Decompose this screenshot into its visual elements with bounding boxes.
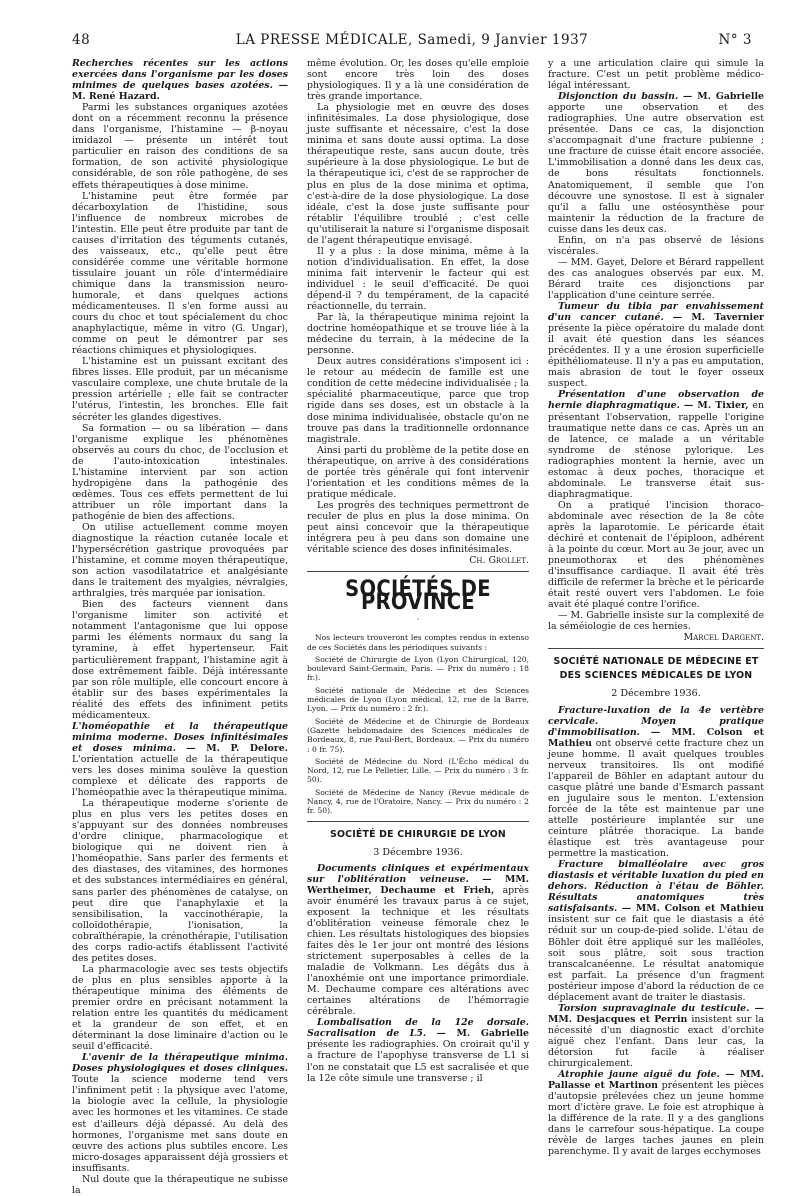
heading-text: après avoir énuméré les travaux parus à ce sujet, exposent la technique et les résultats d'oblitération veineuse fémorale chez le chien. Les résultats histologiques des biopsies faites dès le 1er jour ont montré des lésions strictement superposables à celles de la maladie de Volkmann. Les dégâts dus à l'anoxhémie ont une importance primordiale. M. Dechaume compare ces altérations avec certaines altérations de l'hémorragie cérébrale. [307,884,529,1018]
signature: Ch. Grollet. [469,555,529,567]
paragraph: — M. Gabrielle insiste sur la complexité de la séméiologie de ces hernies. [548,610,764,633]
journal-title: LA PRESSE MÉDICALE, Samedi, 9 Janvier 1937 [235,32,589,48]
paragraph: Nul doute que la thérapeutique ne subisse la [72,1173,288,1196]
article-heading [548,859,764,1003]
heading-text: présente les radiographies. On croirait qu'il y a fracture de l'apophyse transverse de L1 si l'on ne constatait que L5 est sacralisée et que la 12e côte simule une transverse ; il [307,1039,529,1084]
article-heading [548,301,764,389]
paragraph: On utilise actuellement comme moyen diagnostique la réaction cutanée locale et l'hypersécrétion gastrique provoquées par l'histamine, et comme moyen thérapeutique, son action vasodilatatrice et analgésiante dans le traitement des myalgies, névralgies, arthralgies, très marquée par ionisation. [72,521,288,600]
heading-author: — MM. Colson et Mathieu [548,726,764,749]
signature: Marcel Dargent. [683,632,764,644]
periodical-item: Société nationale de Médecine et des Sciences médicales de Lyon (Lyon médical, 12, rue de la Barre, Lyon. — Prix du numéro : 2 fr.). [307,685,529,714]
paragraph: Sa formation — ou sa libération — dans l'organisme explique les phénomènes observés au cours du choc, de l'occlusion et de l'auto-intoxication intestinales. L'histamine intervient par son action hydropigène dans la pathogénie des œdèmes. Tous ces effets permettent de lui attribuer un rôle important dans la pathogénie de bien des affections. [72,422,288,522]
section-title: SOCIÉTÉS DE PROVINCE [345,575,491,615]
article-heading [72,721,288,798]
paragraph: On a pratiqué l'incision thoraco-abdominale avec résection de la 8e côte après la laparotomie. Le péricarde était déchiré et contenait de l'épiploon, adhérent à la pointe du cœur. Mort au 3e jour, avec un pneumothorax et des phénomènes d'insuffisance cardiaque. Il avait été très difficile de refermer la brèche et le péricarde était resté ouvert vers l'abdomen. Le foie avait été plaqué contre l'orifice. [548,499,764,611]
heading-author: — M. René Hazard. [72,80,288,103]
heading-text: Toute la science moderne tend vers l'infiniment petit : la physique avec l'atome, la biologie avec la cellule, la physiologie avec les hormones et les vitamines. Ce stade est d'ailleurs déjà dépassé. Au delà des hormones, l'organisme met sans doute en œuvre des actions plus subtiles encore. Les micro-dosages apparaissent déjà grossiers et insuffisants. [72,1074,288,1174]
periodical-item: Société de Chirurgie de Lyon (Lyon Chirurgical, 120, boulevard Saint-Germain, Paris. — Prix du numéro : 18 fr.). [307,654,529,683]
heading-text: apporte une observation et des radiographies. Une autre observation est présentée. Dans ce cas, la disjonction s'accompagnait d'une fracture pubienne ; une fracture de cuisse était encore associée. L'immobilisation a donné dans les deux cas, de bons résultats fonctionnels. Anatomiquement, il semble que l'on découvre une synostose. Il est à signaler qu'il a fallu une ostéosynthèse pour maintenir la réduction de la fracture de cuisse dans les deux cas. [548,102,764,235]
heading-text: en présentant l'observation, rappelle l'origine traumatique nette dans ce cas. Après un an de latence, ce malade a un véritable syndrome de sténose pylorique. Les radiographies montent la hernie, avec un estomac à deux poches, thoracique et abdominale. Le transverse était sus-diaphragmatique. [548,400,764,500]
paragraph: L'histamine peut être formée par décarboxylation de l'histidine, sous l'influence de nombreux microbes de l'intestin. Elle peut être produite par tant de causes d'irritation des téguments cutanés, des vaisseaux, etc., qu'elle peut être considérée comme une véritable hormone tissulaire jouant un rôle d'intermédiaire chimique dans la transmission neuro-humorale, et dans quelques actions médicamenteuses. Il s'en forme aussi au cours du choc et tout spécialement du choc anaphylactique, même in vitro (G. Ungar), comme on peut le démontrer par ses réactions chimiques et physiologiques. [72,190,288,357]
heading-title: L'avenir de la thérapeutique minima. Doses physiologiques et doses cliniques. [72,1052,288,1075]
heading-author: — MM. Colson et Mathieu [621,903,765,915]
heading-text: présente la pièce opératoire du malade dont il avait été question dans les séances précédentes. Il y a une érosion superficielle épithéliomateuse. Il n'y a pas eu amputation, mais abrasion de tout le foyer osseux suspect. [548,323,764,390]
periodical-item: Société de Médecine du Nord (L'Écho médical du Nord, 12, rue Le Pelletier, Lille. — Prix du numéro : 3 fr. 50). [307,756,529,785]
paragraph: Ainsi parti du problème de la petite dose en thérapeutique, on arrive à des considérations de portée très générale qui font intervenir l'orientation et les conditions mêmes de la pratique médicale. [307,444,529,500]
periodical-item: Société de Médecine et de Chirurgie de Bordeaux (Gazette hebdomadaire des Sciences médicales de Bordeaux, 8, rue Paul-Bert, Bordeaux. — Prix du numéro : 0 fr. 75). [307,716,529,754]
session-date: 3 Décembre 1936. [373,846,463,858]
article-heading [307,863,529,1018]
heading-title: Lombalisation de la 12e dorsale. Sacralisation de L5. [307,1017,529,1040]
heading-author: — M. Tavernier [672,312,764,324]
column-middle [307,58,529,1196]
issue-number: N° 3 [718,32,752,48]
heading-text: présentent les pièces d'autopsie prélevées chez un jeune homme mort d'ictère grave. Le foie est atrophique à la différence de la rate. Il y a des ganglions dans le carrefour sous-hépatique. La coupe révèle de larges taches jaunes en plein parenchyme. Il y avait de larges ecchymoses [548,1080,764,1158]
ornament: · [416,615,420,625]
heading-text: ont observé cette fracture chez un jeune homme. Il avait quelques troubles nerveux transitoires. Ils ont modifié l'appareil de Böhler en adaptant autour du casque plâtré une bande d'Esmarch passant en jugulaire sous le menton. L'extension forcée de la tête est maintenue par une attelle postérieure implantée sur une ceinture plâtrée thoracique. La bande élastique est très avantageuse pour permettre la mastication. [548,737,765,860]
paragraph: Parmi les substances organiques azotées dont on a récemment reconnu la présence dans l'organisme, l'histamine — β-noyau imidazol — présente un intérêt tout particulier en raison des conditions de sa formation, de son activité physiologique considérable, de son rôle pathogène, de ses effets thérapeutiques à dose minime. [72,102,288,191]
column-left [72,58,288,1196]
paragraph: Par là, la thérapeutique minima rejoint la doctrine homéopathique et se trouve liée à la médecine du terrain, à la médecine de la personne. [307,312,529,357]
heading-title: Atrophie jaune aiguë du foie. [558,1069,720,1081]
article-heading [548,1003,764,1069]
divider [307,571,529,572]
heading-text: L'orientation actuelle de la thérapeutique vers les doses minima soulève la question complexe et délicate des rapports de l'homéopathie avec la thérapeutique minima. [72,753,288,799]
heading-title: Fracture bimalléolaire avec gros diastasis et véritable luxation du pied en dehors. Réduction à l'étau de Böhler. Résultats anatomiques très satisfaisants. [548,859,764,915]
heading-title: Fracture-luxation de la 4e vertèbre cervicale. Moyen pratique d'immobilisation. [548,704,764,738]
heading-title: Tumeur du tibia par envahissement d'un cancer cutané. [548,301,764,324]
article-heading [548,1069,764,1157]
heading-title: Recherches récentes sur les actions exercées dans l'organisme par les doses minimes de quelques bases azotées. [72,58,288,92]
heading-author: — MM. Desjacques et Perrin [548,1002,764,1025]
paragraph: — MM. Gayet, Delore et Bérard rappellent des cas analogues observés par eux. M. Bérard traite ces disjonctions par l'application d'une ceinture serrée. [548,256,764,301]
paragraph: Deux autres considérations s'imposent ici : le retour au médecin de famille est une condition de cette médecine individualisée ; la spécialité pharmaceutique, parce que trop rigide dans ses doses, est un obstacle à la dose minima individualisée, obstacle qu'on ne trouve pas dans la traditionnelle ordonnance magistrale. [307,356,529,445]
heading-title: Présentation d'une observation de hernie diaphragmatique. [548,389,764,412]
running-header [72,32,752,54]
heading-text: insistent sur la nécessité d'un diagnostic exact d'orchite aiguë chez l'enfant. Dans leur cas, la détorsion fut facile à réaliser chirurgicalement. [548,1013,765,1070]
heading-title: L'homéopathie et la thérapeutique minima moderne. Doses infinitésimales et doses minima. [72,720,288,754]
periodical-item: Société de Médecine de Nancy (Revue médicale de Nancy, 4, rue de l'Oratoire, Nancy. — Prix du numéro : 2 fr. 50). [307,787,529,816]
heading-author: — MM. Wertheimer, Dechaume et Frieh, [307,873,529,896]
page-number: 48 [72,32,91,48]
paragraph: La thérapeutique moderne s'oriente de plus en plus vers les petites doses en s'appuyant sur des données nombreuses d'ordre clinique, pharmacologique et biologique qui ne doivent rien à l'homéopathie. Sans parler des ferments et des diastases, des vitamines, des hormones et des substances intermédiaires en général, sans parler des phénomènes de catalyse, on peut dire que l'anaphylaxie et la sensibilisation, la vaccinothérapie, la colloïdothérapie, l'ionisation, la cobraïthérapie, la crénothérapie, l'utilisation des corps radio-actifs établissent l'activité des petites doses. [72,798,288,964]
paragraph: y a une articulation claire qui simule la fracture. C'est un petit problème médico-légal intéressant. [548,58,764,92]
periodicals-list [307,633,529,815]
paragraph: Les progrès des techniques permettront de reculer de plus en plus la dose minima. On peut ainsi concevoir que la thérapeutique intégrera peu à peu dans son domaine une véritable science des doses infinitésimales. [307,499,529,556]
heading-author: — M. Gabrielle [682,91,765,103]
paragraph: Bien des facteurs viennent dans l'organisme limiter son activité et notamment l'antagonisme que lui oppose parmi les éléments normaux du sang la tyramine, à effet hypertenseur. Fait particulièrement frappant, l'histamine agit à dose extrêmement faible. Déjà intéressante par son rôle multiple, elle concourt encore à établir sur des bases expérimentales la réalité des effets des infiniment petits médicamenteux. [72,599,288,721]
society-title: SOCIÉTÉ NATIONALE DE MÉDECINE ET DES SCIENCES MÉDICALES DE LYON [553,656,759,682]
heading-title: Disjonction du bassin. [558,91,679,103]
heading-author: — MM. Pallasse et Martinon [548,1069,764,1092]
heading-title: Documents cliniques et expérimentaux sur l'oblitération veineuse. [307,862,529,885]
session-date: 2 Décembre 1936. [611,688,701,700]
article-heading [548,91,764,235]
column-right [548,58,764,1196]
article-heading [548,389,764,499]
article-heading [72,1052,288,1174]
society-title: SOCIÉTÉ DE CHIRURGIE DE LYON [330,828,506,840]
divider [307,821,529,822]
heading-author: — M. P. Delore. [186,742,288,754]
heading-author: — M. Tixier, [683,400,749,412]
article-heading [307,1017,529,1083]
divider [548,648,764,649]
paragraph: L'histamine est un puissant excitant des fibres lisses. Elle produit, par un mécanisme vasculaire complexe, une chute brutale de la pression artérielle ; elle fait se contracter l'utérus, l'intestin, les bronches. Elle fait sécréter les glandes digestives. [72,356,288,423]
paragraph: même évolution. Or, les doses qu'elle emploie sont encore très loin des doses physiologiques. Il y a là une considération de très grande importance. [307,58,529,103]
periodicals-intro: Nos lecteurs trouveront les comptes rendus in extenso de ces Sociétés dans les périodiques suivants : [307,633,529,652]
paragraph: La pharmacologie avec ses tests objectifs de plus en plus sensibles apporte à la thérapeutique minima des éléments de premier ordre en précisant notamment la relation entre les quantités du médicament et la grandeur de son effet, et en déterminant la dose liminaire d'action ou le seuil d'efficacité. [72,963,288,1053]
paragraph: La physiologie met en œuvre des doses infinitésimales. La dose physiologique, dose juste suffisante et nécessaire, c'est la dose minima et sans doute aussi optima. La dose thérapeutique reste, sans aucun doute, très supérieure à la dose physiologique. Le but de la thérapeutique ici, c'est de se rapprocher de plus en plus de la dose minima et optima, c'est-à-dire de la dose physiologique. La dose idéale, c'est la dose juste suffisante pour rétablir l'équilibre troublé ; c'est celle qu'utiliserait la nature si l'organisme disposait de l'agent thérapeutique envisagé. [307,102,529,246]
heading-author: — M. Gabrielle [436,1028,530,1040]
heading-title: Torsion supravaginale du testicule. [558,1002,750,1014]
article-heading [72,58,288,102]
paragraph: Il y a plus : la dose minima, même à la notion d'individualisation. En effet, la dose minima fait intervenir le facteur qui est individuel : le seuil d'efficacité. De quoi dépend-il ? du tempérament, de la capacité réactionnelle, du terrain. [307,245,529,313]
heading-text: insistent sur ce fait que le diastasis a été réduit sur un coup-de-pied solide. L'étau de Böhler doit être appliqué sur les malléoles, soit sous plâtre, soit sous traction transcalcanéenne. Le résultat anatomique est parfait. La présence d'un fragment postérieur impose d'abord la réduction de ce déplacement avant de traiter le diastasis. [548,914,764,1003]
article-heading [548,705,764,860]
paragraph: Enfin, on n'a pas observé de lésions viscérales. [548,234,764,257]
article-columns [72,58,765,1196]
